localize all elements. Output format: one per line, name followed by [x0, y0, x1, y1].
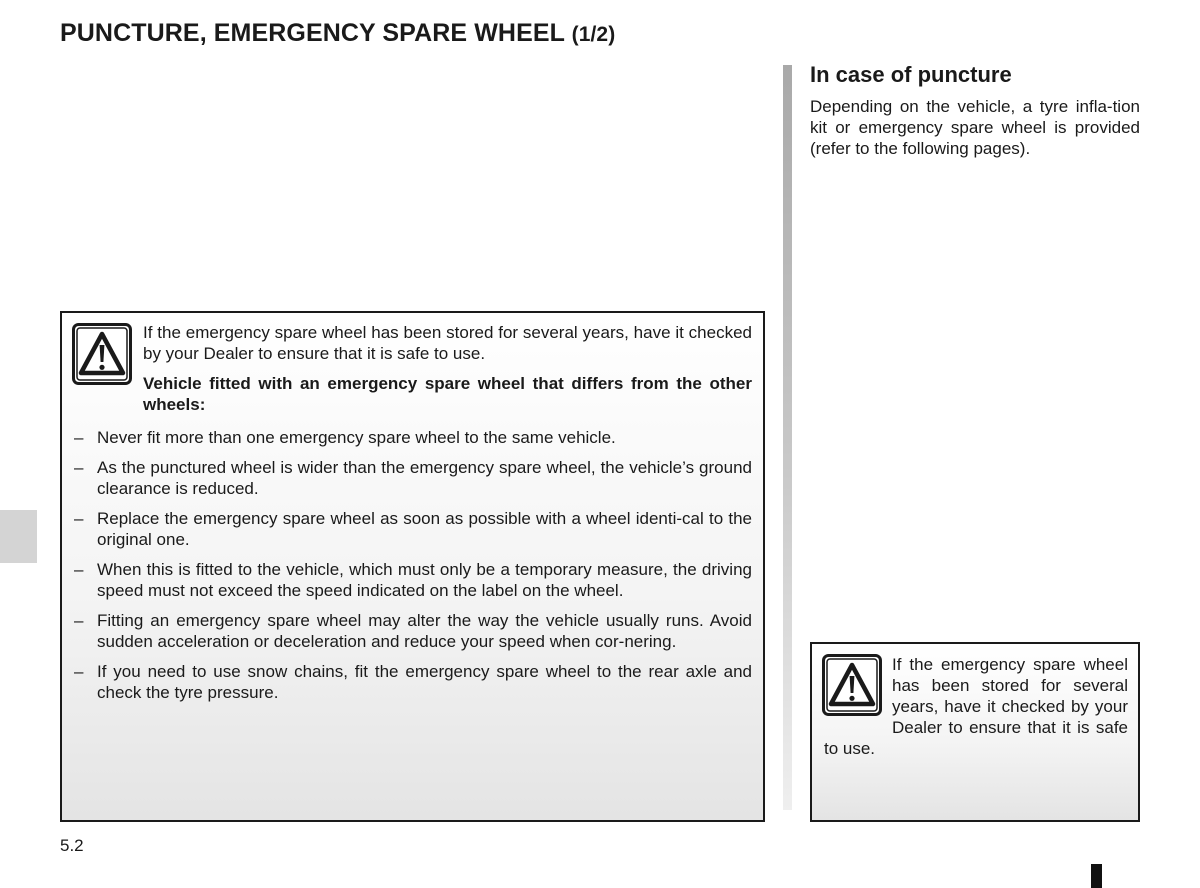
page-title-suffix: (1/2)	[571, 23, 616, 46]
list-item: – As the punctured wheel is wider than the emergency spare wheel, the vehicle’s ground clearance is reduced.	[74, 457, 752, 499]
list-item: – If you need to use snow chains, fit the emergency spare wheel to the rear axle and check the tyre pressure.	[74, 661, 752, 703]
chapter-tab	[0, 510, 37, 563]
main-warning-text	[143, 322, 752, 424]
side-warning-text: If the emergency spare wheel has been stored for several years, have it checked by your Dealer to ensure that it is safe to use.	[824, 655, 1128, 758]
warning-triangle-icon	[72, 323, 132, 385]
page-title	[60, 19, 615, 48]
side-warning-box	[810, 642, 1140, 822]
list-item: – Never fit more than one emergency spare wheel to the same vehicle.	[74, 427, 752, 448]
list-item: – Fitting an emergency spare wheel may alter the way the vehicle usually runs. Avoid sudden acceleration or deceleration and reduce your speed when cor-nering.	[74, 610, 752, 652]
edge-marker	[1091, 864, 1102, 888]
main-warning-box	[60, 311, 765, 822]
list-item: – When this is fitted to the vehicle, which must only be a temporary measure, the driving speed must not exceed the speed indicated on the label on the wheel.	[74, 559, 752, 601]
section-body: Depending on the vehicle, a tyre infla-tion kit or emergency spare wheel is provided (refer to the following pages).	[810, 97, 1140, 158]
side-warning-text-block	[824, 654, 1128, 759]
main-warning-intro: If the emergency spare wheel has been stored for several years, have it checked by your Dealer to ensure that it is safe to use.	[143, 323, 752, 363]
main-warning-bullets	[74, 427, 752, 712]
section-heading: In case of puncture	[810, 62, 1012, 87]
page-title-text: PUNCTURE, EMERGENCY SPARE WHEEL	[60, 19, 565, 47]
list-item: – Replace the emergency spare wheel as soon as possible with a wheel identi-cal to the original one.	[74, 508, 752, 550]
column-divider	[783, 65, 792, 810]
main-warning-heading: Vehicle fitted with an emergency spare wheel that differs from the other wheels:	[143, 374, 752, 414]
page-number: 5.2	[60, 836, 84, 855]
